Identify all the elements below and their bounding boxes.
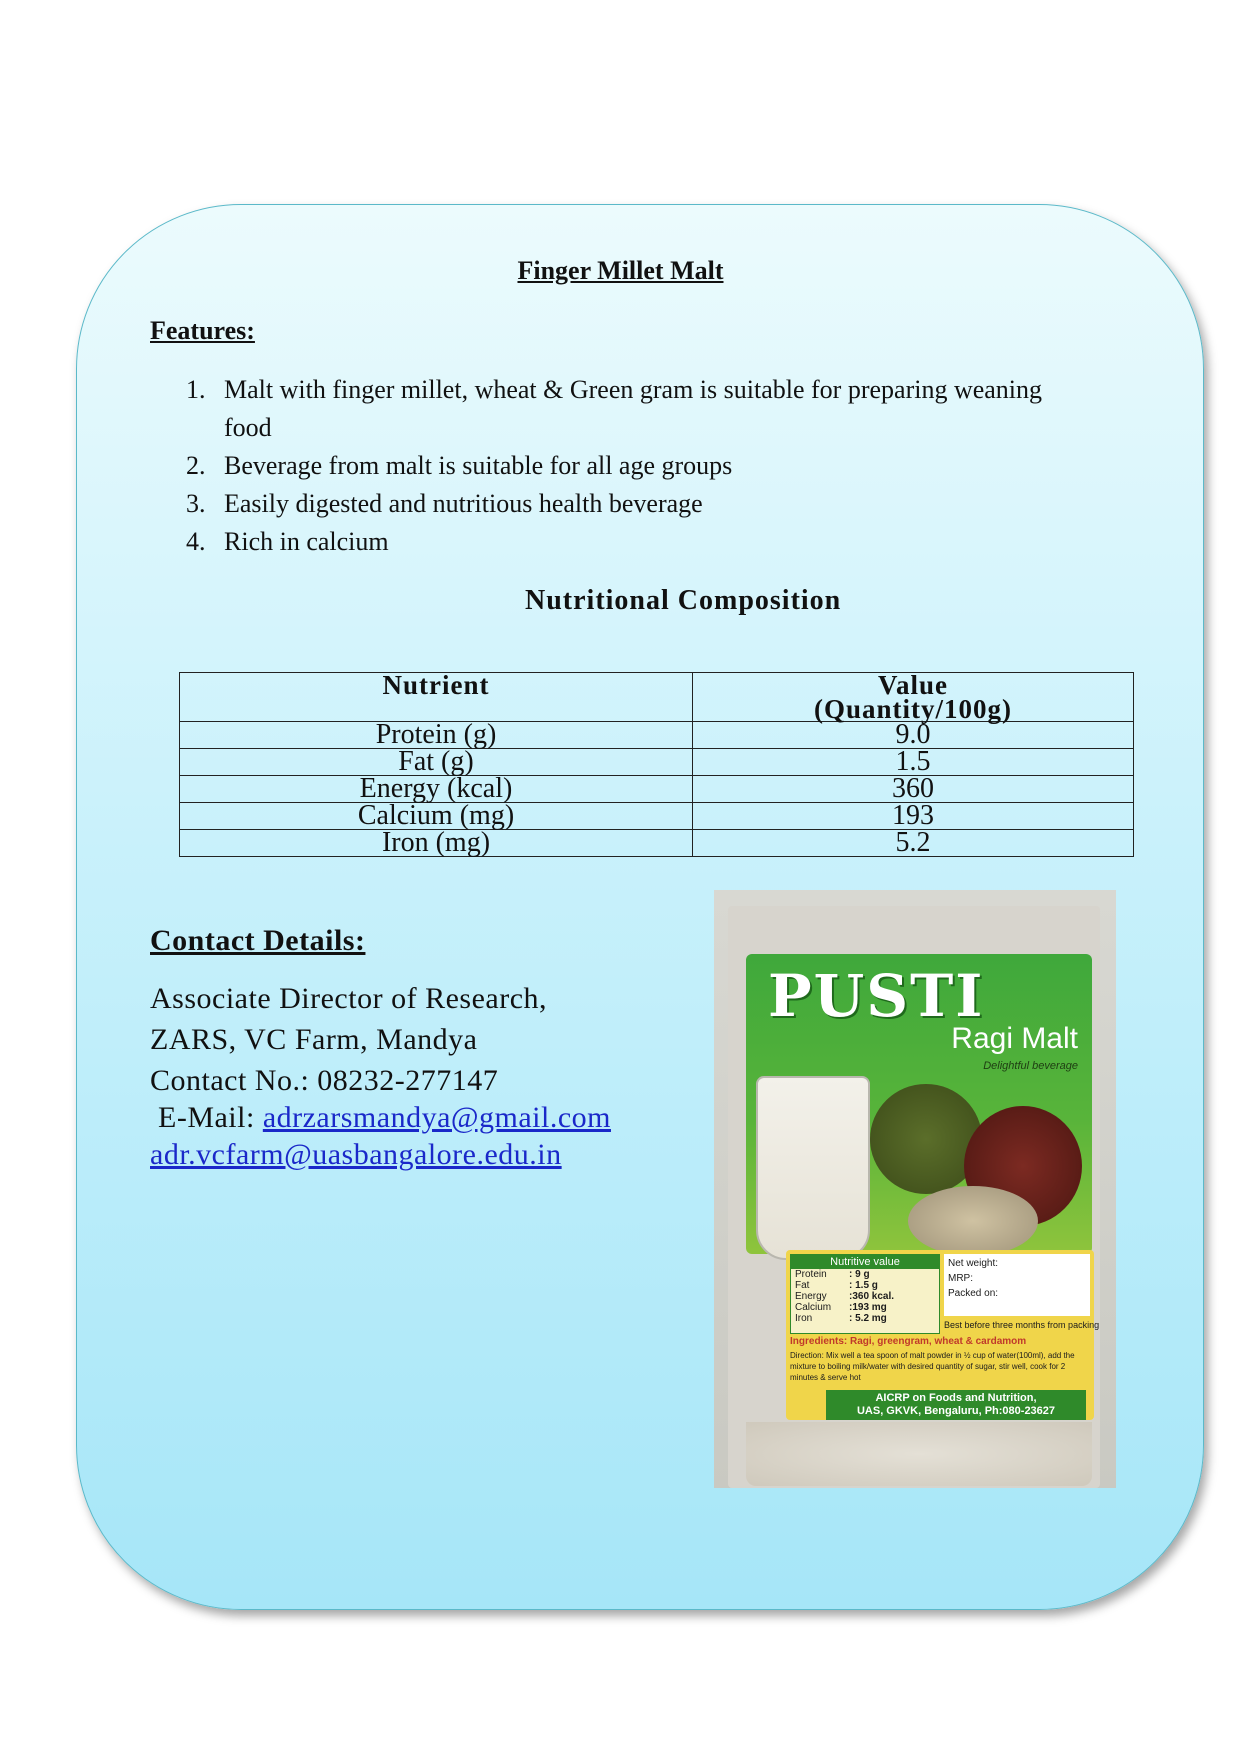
- email-link-secondary[interactable]: adr.vcfarm@uasbangalore.edu.in: [150, 1138, 562, 1171]
- feature-item: 3. Easily digested and nutritious health beverage: [186, 489, 703, 518]
- value-cell: 1.5: [693, 749, 1134, 776]
- feature-item: 1. Malt with finger millet, wheat & Green gram is suitable for preparing weaning food: [186, 375, 1043, 442]
- value-cell: 9.0: [693, 722, 1134, 749]
- contact-address-line: ZARS, VC Farm, Mandya: [150, 1023, 478, 1056]
- email-link-primary[interactable]: adrzarsmandya@gmail.com: [262, 1101, 611, 1134]
- table-row: [180, 749, 1134, 776]
- contact-email2-line: [150, 1138, 562, 1172]
- organization-banner: AICRP on Foods and Nutrition, UAS, GKVK, Bengaluru, Ph:080-23627: [826, 1390, 1086, 1420]
- value-cell: 193: [693, 803, 1134, 830]
- nutrition-heading: Nutritional Composition: [525, 585, 842, 616]
- feature-item: 2. Beverage from malt is suitable for all age groups: [186, 451, 733, 480]
- malt-powder-image: [746, 1422, 1092, 1486]
- value-cell: 5.2: [693, 830, 1134, 857]
- contact-email-line: E-Mail: adrzarsmandya@gmail.com: [158, 1101, 611, 1134]
- header-value: Value (Quantity/100g): [693, 673, 1134, 722]
- product-photo: [714, 890, 1116, 1488]
- nutrient-cell: Fat (g): [180, 749, 693, 776]
- nutrition-table: [179, 672, 1134, 857]
- contact-heading: Contact Details:: [150, 924, 366, 957]
- tagline: Delightful beverage: [983, 1060, 1078, 1072]
- ingredients-text: Ingredients: Ragi, greengram, wheat & cardamom: [790, 1336, 1027, 1347]
- nutritive-row: Fat : 1.5 g: [795, 1280, 878, 1291]
- features-list: [186, 371, 1086, 561]
- features-heading: Features:: [150, 316, 255, 345]
- best-before-text: Best before three months from packing: [944, 1320, 1100, 1330]
- brand-name: PUSTI: [768, 962, 985, 1030]
- product-pack: [728, 906, 1100, 1488]
- nutritive-row: Protein : 9 g: [795, 1269, 870, 1280]
- value-cell: 360: [693, 776, 1134, 803]
- header-nutrient: Nutrient: [180, 673, 693, 722]
- nutritive-row: Calcium :193 mg: [795, 1302, 887, 1313]
- nutritive-value-box: [790, 1254, 940, 1334]
- direction-text: Direction: Mix well a tea spoon of malt powder in ½ cup of water(100ml), add the mixture to boiling milk/water with desired quantity of sugar, stir well, cook for 2 minutes & serve hot: [790, 1351, 1075, 1382]
- contact-phone-line: Contact No.: 08232-277147: [150, 1064, 499, 1097]
- milk-glass-image: [756, 1076, 870, 1260]
- wheat-bowl-image: [908, 1186, 1038, 1256]
- net-weight-box: Net weight: MRP: Packed on:: [944, 1254, 1090, 1316]
- nutritive-row: Energy :360 kcal.: [795, 1291, 895, 1302]
- nutrient-cell: Protein (g): [180, 722, 693, 749]
- feature-item: 4. Rich in calcium: [186, 527, 389, 556]
- page-title: Finger Millet Malt: [517, 256, 724, 285]
- table-row: [180, 830, 1134, 857]
- table-row: [180, 722, 1134, 749]
- sub-brand: Ragi Malt: [951, 1022, 1078, 1055]
- nutrient-cell: Iron (mg): [180, 830, 693, 857]
- pack-info-panel: [786, 1250, 1100, 1420]
- table-header-row: [180, 673, 1134, 722]
- nutrient-cell: Energy (kcal): [180, 776, 693, 803]
- contact-title-line: Associate Director of Research,: [150, 982, 548, 1015]
- table-row: [180, 776, 1134, 803]
- nutritive-title: Nutritive value: [791, 1255, 939, 1269]
- nutritive-row: Iron : 5.2 mg: [795, 1313, 887, 1324]
- table-row: [180, 803, 1134, 830]
- nutrient-cell: Calcium (mg): [180, 803, 693, 830]
